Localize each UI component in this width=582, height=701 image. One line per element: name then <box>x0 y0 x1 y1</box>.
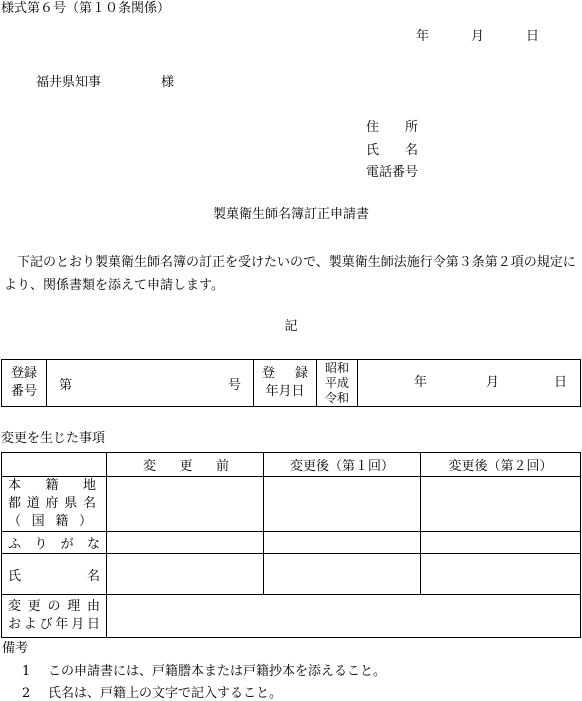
era-heisei: 平成 <box>324 375 349 390</box>
applicant-address-label: 住 所 <box>366 120 418 135</box>
note-item-1-text: この申請書には、戸籍謄本または戸籍抄本を添えること。 <box>48 664 387 679</box>
applicant-name-label: 氏 名 <box>366 143 418 158</box>
registration-table <box>1 359 581 407</box>
note-item-1-num: 1 <box>22 664 31 679</box>
honseki-before-cell[interactable] <box>107 477 264 532</box>
registration-number-cell[interactable]: 第 号 <box>47 360 254 407</box>
note-item-2-num: 2 <box>22 686 31 701</box>
honseki-after2-cell[interactable] <box>421 477 581 532</box>
honseki-after1-cell[interactable] <box>264 477 421 532</box>
name-after2-cell[interactable] <box>421 554 581 595</box>
row-label-reason: 変 更 の 理 由 お よ び 年 月 日 <box>2 595 107 638</box>
row-label-furigana: ふ り が な <box>2 532 107 554</box>
body-text: 下記のとおり製菓衛生師名簿の訂正を受けたいので、製菓衛生師法施行令第３条第２項の規定により、関係書類を添えて申請します。 <box>4 255 576 293</box>
reason-cell[interactable] <box>107 595 581 638</box>
row-label-name: 氏 名 <box>2 554 107 595</box>
name-before-cell[interactable] <box>107 554 264 595</box>
registration-date-label: 登 録 年月日 <box>254 360 317 407</box>
date-month-label: 月 <box>471 29 485 44</box>
header-before: 変 更 前 <box>107 453 264 477</box>
row-label-honseki: 本 籍 地 都 道 府 県 名 （ 国 籍 ） <box>2 477 107 532</box>
form-number: 様式第６号（第１０条関係） <box>1 1 171 16</box>
header-after-1: 変更後（第１回） <box>264 453 421 477</box>
registration-number-label: 登録 番号 <box>2 360 47 407</box>
registration-date-cell[interactable]: 年 月 日 <box>358 360 581 407</box>
changes-table <box>1 452 581 638</box>
changes-section-title: 変更を生じた事項 <box>1 431 106 446</box>
applicant-phone-label: 電話番号 <box>366 165 419 180</box>
era-options <box>317 360 358 407</box>
document-title: 製菓衛生師名簿訂正申請書 <box>212 207 369 222</box>
addressee-honorific: 様 <box>161 75 175 90</box>
ki-label: 記 <box>284 319 298 334</box>
addressee-name: 福井県知事 <box>36 75 102 90</box>
furigana-after2-cell[interactable] <box>421 532 581 554</box>
era-showa: 昭和 <box>324 360 349 375</box>
notes-title: 備考 <box>2 641 29 656</box>
date-day-label: 日 <box>526 29 540 44</box>
date-year-label: 年 <box>416 29 430 44</box>
note-item-2-text: 氏名は、戸籍上の文字で記入すること。 <box>48 686 283 701</box>
name-after1-cell[interactable] <box>264 554 421 595</box>
furigana-after1-cell[interactable] <box>264 532 421 554</box>
header-blank <box>2 453 107 477</box>
era-reiwa: 令和 <box>324 390 349 405</box>
furigana-before-cell[interactable] <box>107 532 264 554</box>
header-after-2: 変更後（第２回） <box>421 453 581 477</box>
